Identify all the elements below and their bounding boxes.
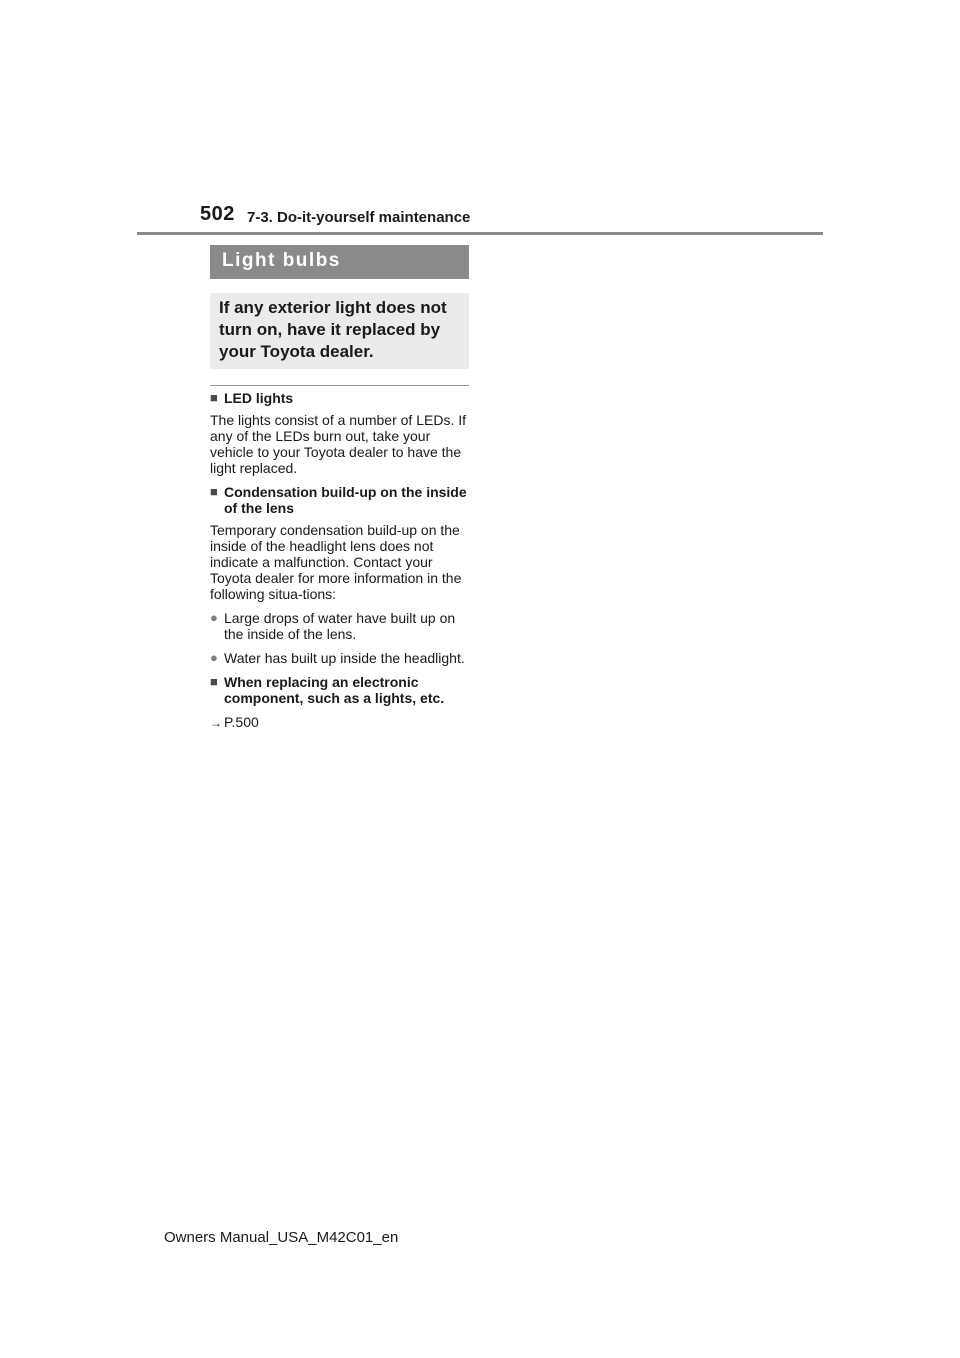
square-bullet-icon: ■ — [210, 390, 218, 405]
footer-doc-id: Owners Manual_USA_M42C01_en — [164, 1229, 399, 1246]
arrow-right-icon: → — [210, 716, 222, 730]
square-bullet-icon: ■ — [210, 674, 218, 689]
content — [210, 390, 472, 731]
section-heading: When replacing an electronic component, such as a lights, etc. — [224, 674, 445, 706]
circle-bullet-icon: ● — [210, 650, 218, 665]
section-body: The lights consist of a number of LEDs. If any of the LEDs burn out, take your vehicle to your Toyota dealer to have the light replaced. — [210, 412, 467, 476]
page-title: Light bulbs — [210, 245, 469, 279]
list-item: ● Large drops of water have built up on the inside of the lens. — [210, 610, 456, 642]
page-number: 502 — [200, 203, 235, 225]
section-led-lights — [210, 390, 472, 476]
square-bullet-icon: ■ — [210, 484, 218, 499]
page-reference[interactable]: → P.500 — [210, 714, 259, 730]
section-heading: Condensation build-up on the inside of the lens — [224, 484, 467, 516]
header-rule — [137, 232, 823, 235]
divider — [210, 385, 469, 386]
section-replacing-component — [210, 674, 472, 731]
list-item: ● Water has built up inside the headlight. — [210, 650, 465, 666]
section-title: 7-3. Do-it-yourself maintenance — [247, 209, 471, 226]
section-condensation — [210, 484, 472, 666]
summary-box: If any exterior light does not turn on, have it replaced by your Toyota dealer. — [210, 293, 469, 369]
circle-bullet-icon: ● — [210, 610, 218, 625]
section-heading: LED lights — [224, 390, 294, 406]
section-body: Temporary condensation build-up on the inside of the headlight lens does not indicate a malfunction. Contact your Toyota dealer for more information in the following situa-tions: — [210, 522, 462, 602]
